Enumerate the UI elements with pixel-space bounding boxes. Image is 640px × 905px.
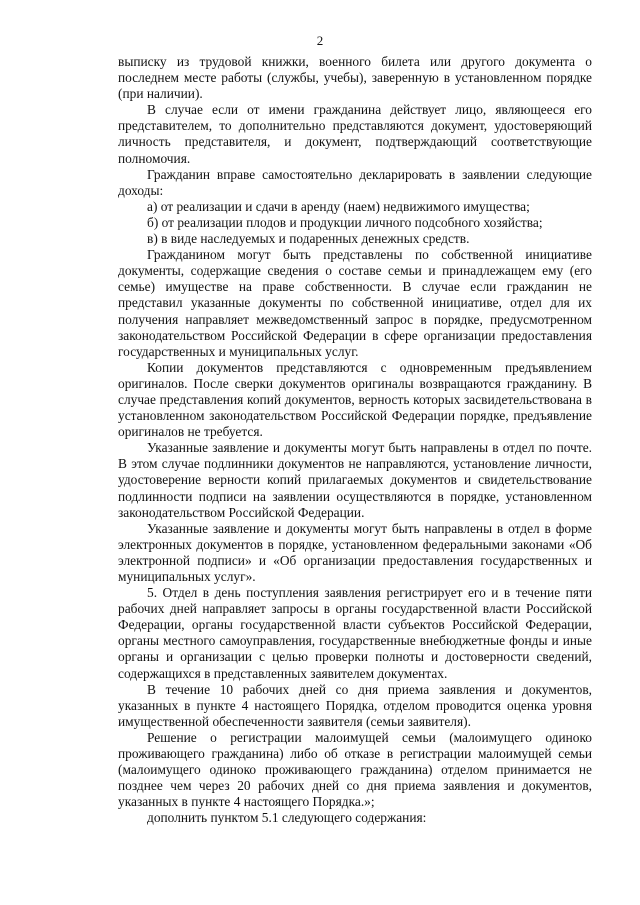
paragraph: Копии документов представляются с одновременным предъявлением оригиналов. После сверки документов оригиналы возвращаются гражданину. В случае представления копий документов, верность которых засвидетельствована в установленном законодательством Российской Федерации порядке, предъявление оригиналов не требуется.	[118, 359, 592, 440]
list-item: б) от реализации плодов и продукции личного подсобного хозяйства;	[147, 214, 543, 230]
paragraph: Указанные заявление и документы могут быть направлены в отдел по почте. В этом случае подлинники документов не направляются, установление личности, удостоверение верности копий прилагаемых документов и свидетельствование подлинности подписи на заявлении осуществляются в порядке, установленном законодательством Российской Федерации.	[118, 440, 592, 520]
paragraph: Решение о регистрации малоимущей семьи (малоимущего одиноко проживающего гражданина) либо об отказе в регистрации малоимущей семьи (малоимущего одиноко проживающего гражданина) отделом принимается не позднее чем через 20 рабочих дней со дня приема заявления и документов, указанных в пункте 4 настоящего Порядка.»;	[118, 729, 592, 810]
document-body	[118, 54, 592, 827]
list-item: а) от реализации и сдачи в аренду (наем) недвижимого имущества;	[147, 198, 530, 214]
paragraph: В течение 10 рабочих дней со дня приема заявления и документов, указанных в пункте 4 настоящего Порядка, отделом проводится оценка уровня имущественной обеспеченности заявителя (семьи заявителя).	[118, 681, 592, 729]
paragraph: выписку из трудовой книжки, военного билета или другого документа о последнем месте работы (службы, учебы), заверенную в установленном порядке (при наличии).	[118, 54, 592, 102]
paragraph: Гражданин вправе самостоятельно декларировать в заявлении следующие доходы:	[118, 166, 592, 198]
paragraph: Гражданином могут быть представлены по собственной инициативе документы, содержащие сведения о составе семьи и принадлежащем ему (его семье) имуществе на праве собственности. В случае если гражданин не представил указанные документы по собственной инициативе, отдел для их получения направляет межведомственный запрос в порядке, предусмотренном законодательством Российской Федерации в сфере организации предоставления государственных и муниципальных услуг.	[118, 247, 592, 359]
paragraph: 5. Отдел в день поступления заявления регистрирует его и в течение пяти рабочих дней направляет запросы в органы государственной власти Российской Федерации, органы государственной власти субъектов Российской Федерации, органы местного самоуправления, государственные внебюджетные фонды и иные органы и организации с целью проверки полноты и достоверности сведений, содержащихся в представленных заявителем документах.	[118, 585, 592, 681]
paragraph: дополнить пунктом 5.1 следующего содержания:	[147, 810, 427, 826]
list-item: в) в виде наследуемых и подаренных денежных средств.	[147, 231, 470, 247]
paragraph: В случае если от имени гражданина действует лицо, являющееся его представителем, то дополнительно представляются документ, удостоверяющий личность представителя, и документ, подтверждающий соответствующие полномочия.	[118, 102, 592, 166]
paragraph: Указанные заявление и документы могут быть направлены в отдел в форме электронных документов в порядке, установленном федеральными законами «Об электронной подписи» и «Об организации предоставления государственных и муниципальных услуг».	[118, 520, 592, 584]
page-number: 2	[316, 33, 324, 48]
